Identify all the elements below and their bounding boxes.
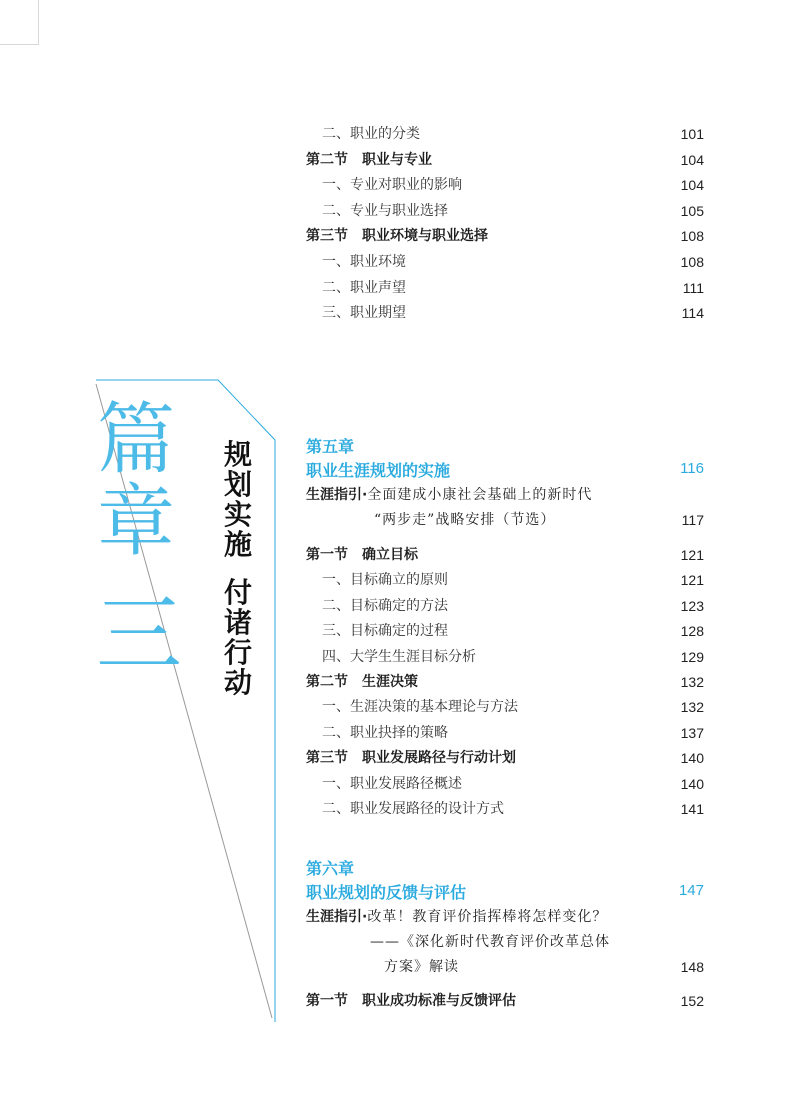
toc-page: 105 (680, 202, 704, 219)
toc-page: 111 (682, 279, 704, 296)
toc-page: 132 (680, 674, 704, 690)
chapter-page: 147 (678, 882, 704, 899)
motto-char: 诸 (223, 606, 252, 639)
toc-entry-title: 二、专业与职业选择 (322, 202, 448, 219)
toc-section-entry[interactable] (0, 746, 800, 770)
guide-lead: 生涯指引· (306, 487, 368, 503)
toc-page: 148 (680, 959, 704, 975)
toc-entry-title: 一、生涯决策的基本理论与方法 (322, 699, 518, 716)
guide-title-cont: “两步走”战略安排（节选） (374, 512, 556, 528)
motto-char: 实 (223, 498, 252, 531)
motto-char: 规 (223, 438, 252, 471)
toc-entry-title: 一、职业发展路径概述 (322, 775, 462, 792)
toc-guide-continuation (0, 508, 800, 532)
toc-page: 137 (680, 724, 704, 741)
toc-guide-entry[interactable] (0, 905, 800, 929)
toc-page: 101 (680, 126, 704, 142)
toc-subsection-entry[interactable] (0, 594, 800, 618)
toc-entry-title: 三、职业期望 (322, 305, 406, 322)
motto-char: 动 (223, 666, 252, 699)
chapter-number: 第六章 (306, 859, 355, 878)
toc-page: 114 (681, 305, 704, 322)
toc-page: 121 (680, 547, 704, 563)
toc-page: 140 (680, 750, 704, 767)
toc-entry-title: 第三节 职业发展路径与行动计划 (306, 750, 516, 767)
toc-page: 104 (680, 177, 704, 194)
toc-section-entry[interactable] (0, 543, 800, 567)
toc-page: 117 (681, 512, 704, 528)
toc-entry-title: 一、职业环境 (322, 254, 406, 270)
part-char-zhang: 章 (96, 477, 175, 567)
motto-char: 划 (223, 468, 252, 501)
part-char-pian: 篇 (96, 395, 175, 485)
chapter-title[interactable]: 职业生涯规划的实施 (306, 461, 451, 480)
toc-entry-title: 二、职业声望 (322, 279, 406, 296)
toc-entry-title: 一、专业对职业的影响 (322, 177, 462, 194)
toc-page: 132 (680, 699, 704, 716)
part-number-three: 三 (96, 585, 182, 685)
toc-page: 108 (680, 228, 704, 245)
toc-guide-continuation (0, 930, 800, 954)
motto-char: 施 (223, 528, 252, 561)
toc-entry-title: 二、目标确定的方法 (322, 597, 448, 614)
guide-lead: 生涯指引· (306, 909, 368, 925)
toc-entry-title: 第一节 确立目标 (306, 547, 418, 563)
toc-subsection-entry[interactable] (0, 695, 800, 719)
chapter-page: 116 (680, 460, 704, 477)
toc-section-entry[interactable] (0, 989, 800, 1013)
toc-subsection-entry[interactable] (0, 721, 800, 745)
toc-page: 123 (680, 597, 704, 614)
toc-page: 121 (680, 572, 704, 589)
toc-entry-title: 第二节 职业与专业 (306, 151, 432, 168)
toc-entry-title: 一、目标确立的原则 (322, 572, 448, 589)
guide-title-cont: 方案》解读 (384, 959, 459, 975)
toc-entry-title: 三、目标确定的过程 (322, 623, 448, 640)
toc-entry-title: 四、大学生生涯目标分析 (322, 648, 476, 665)
toc-entry-title: 第一节 职业成功标准与反馈评估 (306, 993, 516, 1009)
toc-page: 129 (680, 648, 704, 665)
chapter-title[interactable]: 职业规划的反馈与评估 (306, 883, 467, 902)
toc-entry-title: 二、职业发展路径的设计方式 (322, 801, 504, 817)
toc-page: 128 (680, 623, 704, 640)
toc-subsection-entry[interactable] (0, 619, 800, 643)
toc-page: 104 (680, 151, 704, 168)
toc-subsection-entry[interactable] (0, 645, 800, 669)
toc-section-entry[interactable] (0, 670, 800, 694)
toc-entry-title: 二、职业抉择的策略 (322, 724, 448, 741)
toc-guide-continuation (0, 955, 800, 979)
toc-entry-title: 第三节 职业环境与职业选择 (306, 228, 488, 245)
toc-page: 108 (680, 254, 704, 270)
toc-page: 152 (680, 993, 704, 1009)
toc-entry-title: 二、职业的分类 (322, 126, 420, 142)
toc-guide-entry[interactable] (0, 483, 800, 507)
toc-subsection-entry[interactable] (0, 568, 800, 592)
guide-title: 改革！教育评价指挥棒将怎样变化？ (367, 909, 608, 925)
chapter-number: 第五章 (306, 437, 355, 456)
toc-subsection-entry[interactable] (0, 797, 800, 821)
guide-title: 全面建成小康社会基础上的新时代 (367, 487, 593, 503)
guide-title-cont: ——《深化新时代教育评价改革总体 (370, 934, 610, 950)
toc-entry-title: 第二节 生涯决策 (306, 674, 418, 690)
toc-subsection-entry[interactable] (0, 772, 800, 796)
toc-page: 140 (680, 775, 704, 792)
motto-char: 付 (223, 576, 252, 609)
toc-page: 141 (680, 801, 704, 817)
motto-char: 行 (223, 636, 252, 669)
